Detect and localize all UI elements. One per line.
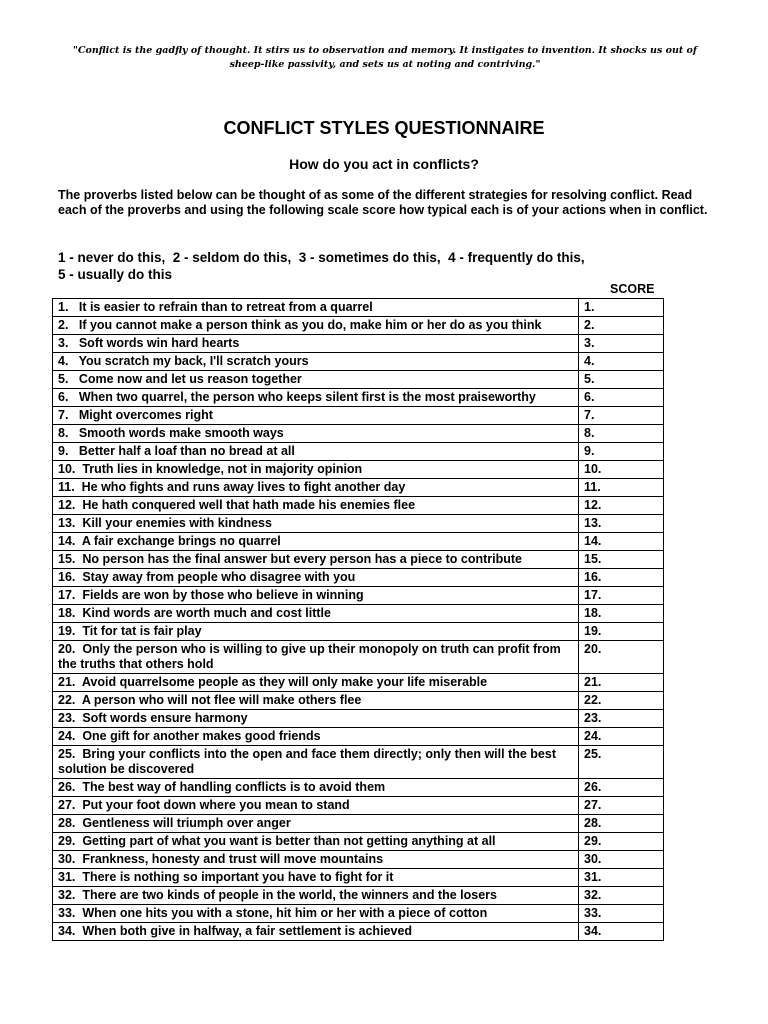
score-cell[interactable]: 1. xyxy=(579,299,664,317)
table-row xyxy=(53,641,664,674)
score-cell[interactable]: 5. xyxy=(579,371,664,389)
proverb-statement: 23. Soft words ensure harmony xyxy=(53,710,579,728)
proverb-statement: 4. You scratch my back, I'll scratch yours xyxy=(53,353,579,371)
table-row xyxy=(53,605,664,623)
proverb-statement: 2. If you cannot make a person think as you do, make him or her do as you think xyxy=(53,317,579,335)
proverb-statement: 17. Fields are won by those who believe in winning xyxy=(53,587,579,605)
proverb-statement: 32. There are two kinds of people in the world, the winners and the losers xyxy=(53,887,579,905)
proverb-statement: 20. Only the person who is willing to give up their monopoly on truth can profit from the truths that others hold xyxy=(53,641,579,674)
score-cell[interactable]: 34. xyxy=(579,923,664,941)
table-row xyxy=(53,299,664,317)
score-cell[interactable]: 21. xyxy=(579,674,664,692)
proverb-statement: 6. When two quarrel, the person who keeps silent first is the most praiseworthy xyxy=(53,389,579,407)
score-cell[interactable]: 12. xyxy=(579,497,664,515)
score-cell[interactable]: 27. xyxy=(579,797,664,815)
score-cell[interactable]: 33. xyxy=(579,905,664,923)
proverb-statement: 10. Truth lies in knowledge, not in majority opinion xyxy=(53,461,579,479)
proverb-statement: 11. He who fights and runs away lives to fight another day xyxy=(53,479,579,497)
table-row xyxy=(53,515,664,533)
proverb-statement: 30. Frankness, honesty and trust will move mountains xyxy=(53,851,579,869)
rating-scale-line-2: 5 - usually do this xyxy=(58,267,173,282)
proverb-statement: 16. Stay away from people who disagree with you xyxy=(53,569,579,587)
score-cell[interactable]: 24. xyxy=(579,728,664,746)
proverb-statement: 14. A fair exchange brings no quarrel xyxy=(53,533,579,551)
score-cell[interactable]: 4. xyxy=(579,353,664,371)
rating-scale-line-1: 1 - never do this, 2 - seldom do this, 3 - sometimes do this, 4 - frequently do this, xyxy=(58,250,585,265)
score-cell[interactable]: 17. xyxy=(579,587,664,605)
proverb-statement: 7. Might overcomes right xyxy=(53,407,579,425)
table-row xyxy=(53,728,664,746)
page-subtitle: How do you act in conflicts? xyxy=(289,156,479,172)
table-row xyxy=(53,551,664,569)
table-row xyxy=(53,533,664,551)
proverb-statement: 13. Kill your enemies with kindness xyxy=(53,515,579,533)
table-row xyxy=(53,497,664,515)
table-row xyxy=(53,779,664,797)
score-cell[interactable]: 11. xyxy=(579,479,664,497)
table-row xyxy=(53,317,664,335)
proverb-statement: 8. Smooth words make smooth ways xyxy=(53,425,579,443)
instructions-paragraph: The proverbs listed below can be thought of as some of the different strategies for resolving conflict. Read each of the proverbs and using the following scale score how typical each is of your actions when in conflict. xyxy=(58,188,708,217)
table-row xyxy=(53,353,664,371)
proverb-statement: 5. Come now and let us reason together xyxy=(53,371,579,389)
score-cell[interactable]: 8. xyxy=(579,425,664,443)
proverb-statement: 33. When one hits you with a stone, hit him or her with a piece of cotton xyxy=(53,905,579,923)
table-row xyxy=(53,587,664,605)
score-cell[interactable]: 13. xyxy=(579,515,664,533)
proverb-statement: 26. The best way of handling conflicts is to avoid them xyxy=(53,779,579,797)
table-row xyxy=(53,674,664,692)
epigraph-quote: "Conflict is the gadfly of thought. It stirs us to observation and memory. It instigates to invention. It shocks us out of sheep-like passivity, and sets us at noting and contriving." xyxy=(73,45,697,70)
proverb-statement: 29. Getting part of what you want is better than not getting anything at all xyxy=(53,833,579,851)
score-cell[interactable]: 15. xyxy=(579,551,664,569)
proverb-statement: 22. A person who will not flee will make others flee xyxy=(53,692,579,710)
proverb-statement: 21. Avoid quarrelsome people as they will only make your life miserable xyxy=(53,674,579,692)
table-row xyxy=(53,746,664,779)
score-cell[interactable]: 26. xyxy=(579,779,664,797)
proverbs-table xyxy=(52,298,664,941)
score-cell[interactable]: 32. xyxy=(579,887,664,905)
table-row xyxy=(53,623,664,641)
table-row xyxy=(53,389,664,407)
table-row xyxy=(53,479,664,497)
score-cell[interactable]: 3. xyxy=(579,335,664,353)
table-row xyxy=(53,461,664,479)
proverb-statement: 31. There is nothing so important you have to fight for it xyxy=(53,869,579,887)
table-row xyxy=(53,335,664,353)
score-cell[interactable]: 20. xyxy=(579,641,664,674)
table-row xyxy=(53,692,664,710)
table-row xyxy=(53,887,664,905)
proverb-statement: 12. He hath conquered well that hath made his enemies flee xyxy=(53,497,579,515)
score-cell[interactable]: 10. xyxy=(579,461,664,479)
proverb-statement: 25. Bring your conflicts into the open and face them directly; only then will the best solution be discovered xyxy=(53,746,579,779)
score-cell[interactable]: 2. xyxy=(579,317,664,335)
score-cell[interactable]: 29. xyxy=(579,833,664,851)
score-cell[interactable]: 28. xyxy=(579,815,664,833)
table-row xyxy=(53,833,664,851)
table-row xyxy=(53,905,664,923)
proverb-statement: 1. It is easier to refrain than to retreat from a quarrel xyxy=(53,299,579,317)
proverb-statement: 15. No person has the final answer but every person has a piece to contribute xyxy=(53,551,579,569)
proverb-statement: 34. When both give in halfway, a fair settlement is achieved xyxy=(53,923,579,941)
score-cell[interactable]: 25. xyxy=(579,746,664,779)
score-cell[interactable]: 18. xyxy=(579,605,664,623)
table-row xyxy=(53,569,664,587)
proverb-statement: 24. One gift for another makes good friends xyxy=(53,728,579,746)
proverb-statement: 27. Put your foot down where you mean to stand xyxy=(53,797,579,815)
score-cell[interactable]: 30. xyxy=(579,851,664,869)
page-title: CONFLICT STYLES QUESTIONNAIRE xyxy=(223,118,545,138)
table-row xyxy=(53,923,664,941)
score-column-header: SCORE xyxy=(610,282,655,296)
proverb-statement: 19. Tit for tat is fair play xyxy=(53,623,579,641)
score-cell[interactable]: 19. xyxy=(579,623,664,641)
score-cell[interactable]: 7. xyxy=(579,407,664,425)
proverb-statement: 18. Kind words are worth much and cost little xyxy=(53,605,579,623)
table-row xyxy=(53,851,664,869)
table-row xyxy=(53,710,664,728)
table-row xyxy=(53,797,664,815)
table-row xyxy=(53,425,664,443)
table-row xyxy=(53,407,664,425)
score-cell[interactable]: 22. xyxy=(579,692,664,710)
proverb-statement: 28. Gentleness will triumph over anger xyxy=(53,815,579,833)
proverb-statement: 3. Soft words win hard hearts xyxy=(53,335,579,353)
rating-scale xyxy=(58,249,718,283)
score-cell[interactable]: 14. xyxy=(579,533,664,551)
table-row xyxy=(53,443,664,461)
score-cell[interactable]: 31. xyxy=(579,869,664,887)
table-row xyxy=(53,815,664,833)
score-cell[interactable]: 23. xyxy=(579,710,664,728)
table-row xyxy=(53,869,664,887)
score-cell[interactable]: 9. xyxy=(579,443,664,461)
score-cell[interactable]: 16. xyxy=(579,569,664,587)
score-cell[interactable]: 6. xyxy=(579,389,664,407)
proverb-statement: 9. Better half a loaf than no bread at all xyxy=(53,443,579,461)
table-row xyxy=(53,371,664,389)
